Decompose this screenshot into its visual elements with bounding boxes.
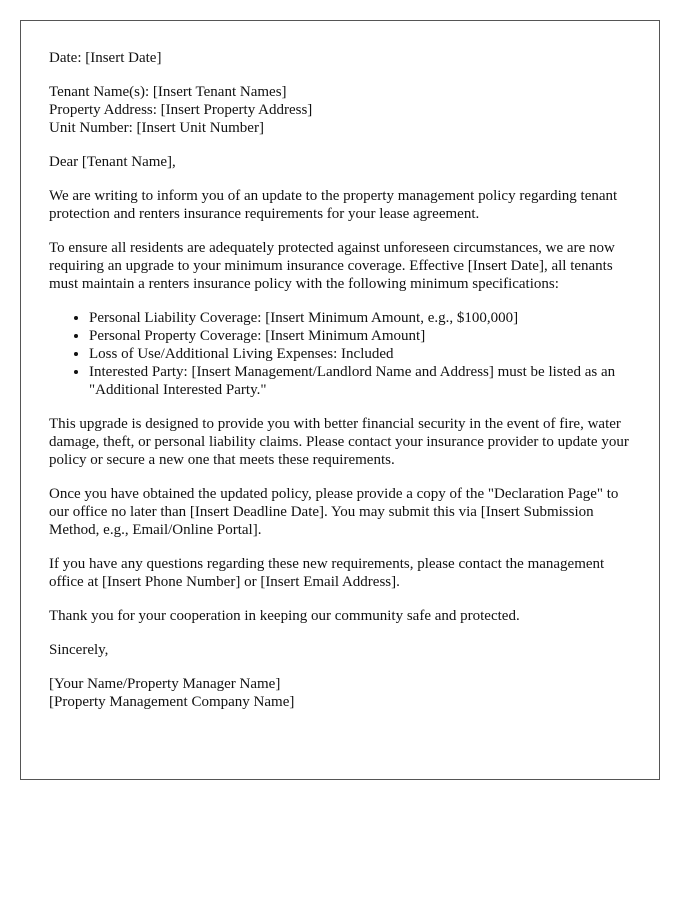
purpose-paragraph: This upgrade is designed to provide you with better financial security in the event of fire, water damage, theft, or personal liability claims. Please contact your insurance provider to update your policy or secure a new one that meets these requirements. <box>49 416 629 468</box>
requirements-list <box>49 309 631 399</box>
unit-number-line: Unit Number: [Insert Unit Number] <box>49 120 264 136</box>
closing: Sincerely, <box>49 642 109 658</box>
date-line: Date: [Insert Date] <box>49 50 162 66</box>
list-item: • Personal Property Coverage: [Insert Minimum Amount] <box>89 327 631 345</box>
list-item: • Loss of Use/Additional Living Expenses: Included <box>89 345 631 363</box>
contact-paragraph: If you have any questions regarding these new requirements, please contact the management office at [Insert Phone Number] or [Insert Email Address]. <box>49 556 605 590</box>
tenant-info <box>49 83 631 137</box>
list-item: • Personal Liability Coverage: [Insert Minimum Amount, e.g., $100,000] <box>89 309 631 327</box>
signature-company: [Property Management Company Name] <box>49 694 295 710</box>
tenant-names-line: Tenant Name(s): [Insert Tenant Names] <box>49 84 287 100</box>
signature-block <box>49 675 631 711</box>
thanks-paragraph: Thank you for your cooperation in keeping our community safe and protected. <box>49 608 520 624</box>
signature-name: [Your Name/Property Manager Name] <box>49 676 281 692</box>
property-address-line: Property Address: [Insert Property Address] <box>49 102 313 118</box>
list-item: • Interested Party: [Insert Management/Landlord Name and Address] must be listed as an "Additional Interested Party." <box>89 363 631 399</box>
letter-page <box>20 20 660 780</box>
submission-paragraph: Once you have obtained the updated policy, please provide a copy of the "Declaration Page" to our office no later than [Insert Deadline Date]. You may submit this via [Insert Submission Method, e.g., Email/Online Portal]. <box>49 486 619 538</box>
requirement-intro-paragraph: To ensure all residents are adequately protected against unforeseen circumstances, we are now requiring an upgrade to your minimum insurance coverage. Effective [Insert Date], all tenants must maintain a renters insurance policy with the following minimum specifications: <box>49 240 615 292</box>
intro-paragraph: We are writing to inform you of an update to the property management policy regarding tenant protection and renters insurance requirements for your lease agreement. <box>49 188 618 222</box>
salutation: Dear [Tenant Name], <box>49 154 176 170</box>
